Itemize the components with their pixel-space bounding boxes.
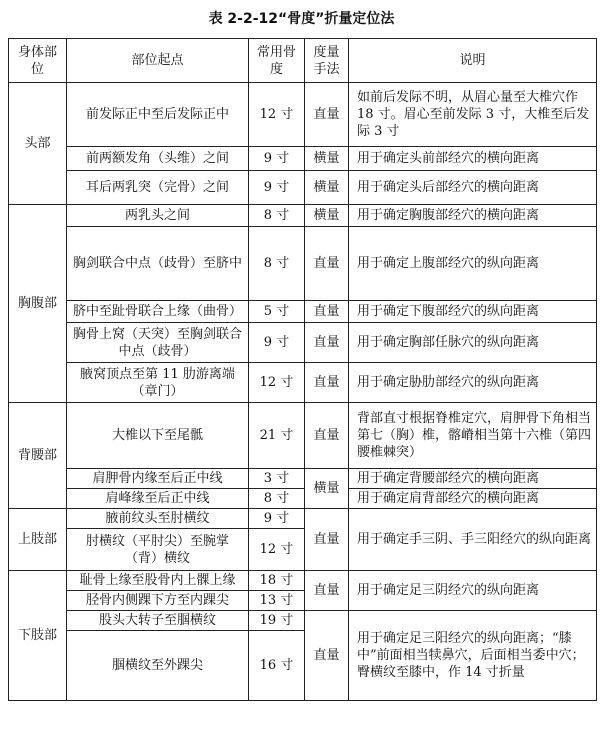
cell-note: 用于确定上腹部经穴的纵向距离 (349, 227, 597, 301)
cell-start-end: 肩胛骨内缘至后正中线 (67, 469, 249, 489)
cell-length: 8 寸 (249, 205, 305, 227)
table-row (9, 363, 597, 403)
cell-note: 用于确定肩背部经穴的横向距离 (349, 489, 597, 509)
cell-note: 用于确定手三阴、手三阳经穴的纵向距离 (349, 509, 597, 571)
cell-note: 用于确定背腰部经穴的横向距离 (349, 469, 597, 489)
header-row (9, 39, 597, 83)
cell-method: 直量 (305, 323, 349, 363)
cell-start-end: 肘横纹（平肘尖）至腕掌（背）横纹 (67, 529, 249, 571)
cell-note: 用于确定胁肋部经穴的纵向距离 (349, 363, 597, 403)
table-row (9, 205, 597, 227)
cell-note: 用于确定胸腹部经穴的横向距离 (349, 205, 597, 227)
cell-length: 12 寸 (249, 363, 305, 403)
cell-length: 13 寸 (249, 591, 305, 611)
table-row (9, 171, 597, 205)
table-row (9, 323, 597, 363)
cell-length: 8 寸 (249, 227, 305, 301)
region-chest-abdomen: 胸腹部 (9, 205, 67, 403)
cell-length: 18 寸 (249, 571, 305, 591)
cell-start-end: 耳后两乳突（完骨）之间 (67, 171, 249, 205)
cell-length: 5 寸 (249, 301, 305, 323)
cell-start-end: 股头大转子至腘横纹 (67, 611, 249, 631)
region-head: 头部 (9, 83, 67, 205)
cell-method: 直量 (305, 83, 349, 147)
cell-method: 直量 (305, 363, 349, 403)
cell-note: 背部直寸根据脊椎定穴，肩胛骨下角相当第七（胸）椎，髂嵴相当第十六椎（第四腰椎棘突） (349, 403, 597, 469)
header-note: 说明 (349, 39, 597, 83)
cell-length: 9 寸 (249, 509, 305, 529)
cell-start-end: 肩峰缘至后正中线 (67, 489, 249, 509)
cell-method: 直量 (305, 611, 349, 701)
region-lower-limb: 下肢部 (9, 571, 67, 701)
header-method: 度量手法 (305, 39, 349, 83)
cell-length: 8 寸 (249, 489, 305, 509)
cell-start-end: 大椎以下至尾骶 (67, 403, 249, 469)
cell-length: 19 寸 (249, 611, 305, 631)
cell-method: 直量 (305, 227, 349, 301)
table-row (9, 301, 597, 323)
cell-length: 9 寸 (249, 147, 305, 171)
table-row (9, 403, 597, 469)
cell-length: 16 寸 (249, 631, 305, 701)
table-title: 表 2-2-12“骨度”折量定位法 (208, 11, 395, 27)
cell-start-end: 耻骨上缘至股骨内上髁上缘 (67, 571, 249, 591)
cell-method: 横量 (305, 171, 349, 205)
cell-start-end: 脐中至趾骨联合上缘（曲骨） (67, 301, 249, 323)
cell-start-end: 前发际正中至后发际正中 (67, 83, 249, 147)
cell-note: 用于确定足三阴经穴的纵向距离 (349, 571, 597, 611)
cell-note: 用于确定下腹部经穴的纵向距离 (349, 301, 597, 323)
cell-start-end: 胫骨内侧踝下方至内踝尖 (67, 591, 249, 611)
table-row (9, 147, 597, 171)
cell-method: 直量 (305, 509, 349, 571)
cell-start-end: 腋前纹头至肘横纹 (67, 509, 249, 529)
table-row (9, 227, 597, 301)
cell-length: 9 寸 (249, 171, 305, 205)
cell-note: 用于确定足三阳经穴的纵向距离；“膝中”前面相当犊鼻穴，后面相当委中穴；臀横纹至膝中，作 14 寸折量 (349, 611, 597, 701)
table-row (9, 489, 597, 509)
table-row (9, 611, 597, 631)
table-row (9, 509, 597, 529)
cell-note: 用于确定头后部经穴的横向距离 (349, 171, 597, 205)
header-region: 身体部位 (9, 39, 67, 83)
cell-length: 9 寸 (249, 323, 305, 363)
cell-method: 横量 (305, 147, 349, 171)
cell-note: 如前后发际不明，从眉心量至大椎穴作 18 寸。眉心至前发际 3 寸，大椎至后发际 3 寸 (349, 83, 597, 147)
cell-method: 横量 (305, 469, 349, 509)
table-row (9, 469, 597, 489)
bone-measure-table (8, 38, 597, 701)
cell-method: 横量 (305, 205, 349, 227)
table-row (9, 83, 597, 147)
cell-method: 直量 (305, 571, 349, 611)
cell-start-end: 胸骨上窝（天突）至胸剑联合中点（歧骨） (67, 323, 249, 363)
cell-length: 12 寸 (249, 83, 305, 147)
header-bone-length: 常用骨度 (249, 39, 305, 83)
table-row (9, 571, 597, 591)
cell-start-end: 前两额发角（头维）之间 (67, 147, 249, 171)
cell-method: 直量 (305, 301, 349, 323)
cell-note: 用于确定头前部经穴的横向距离 (349, 147, 597, 171)
cell-note: 用于确定胸部任脉穴的纵向距离 (349, 323, 597, 363)
cell-start-end: 胸剑联合中点（歧骨）至脐中 (67, 227, 249, 301)
cell-length: 21 寸 (249, 403, 305, 469)
cell-length: 12 寸 (249, 529, 305, 571)
cell-start-end: 两乳头之间 (67, 205, 249, 227)
header-start-end: 部位起点 (67, 39, 249, 83)
region-upper-limb: 上肢部 (9, 509, 67, 571)
cell-start-end: 腋窝顶点至第 11 肋游离端（章门） (67, 363, 249, 403)
region-back: 背腰部 (9, 403, 67, 509)
cell-length: 3 寸 (249, 469, 305, 489)
cell-start-end: 腘横纹至外踝尖 (67, 631, 249, 701)
cell-method: 直量 (305, 403, 349, 469)
